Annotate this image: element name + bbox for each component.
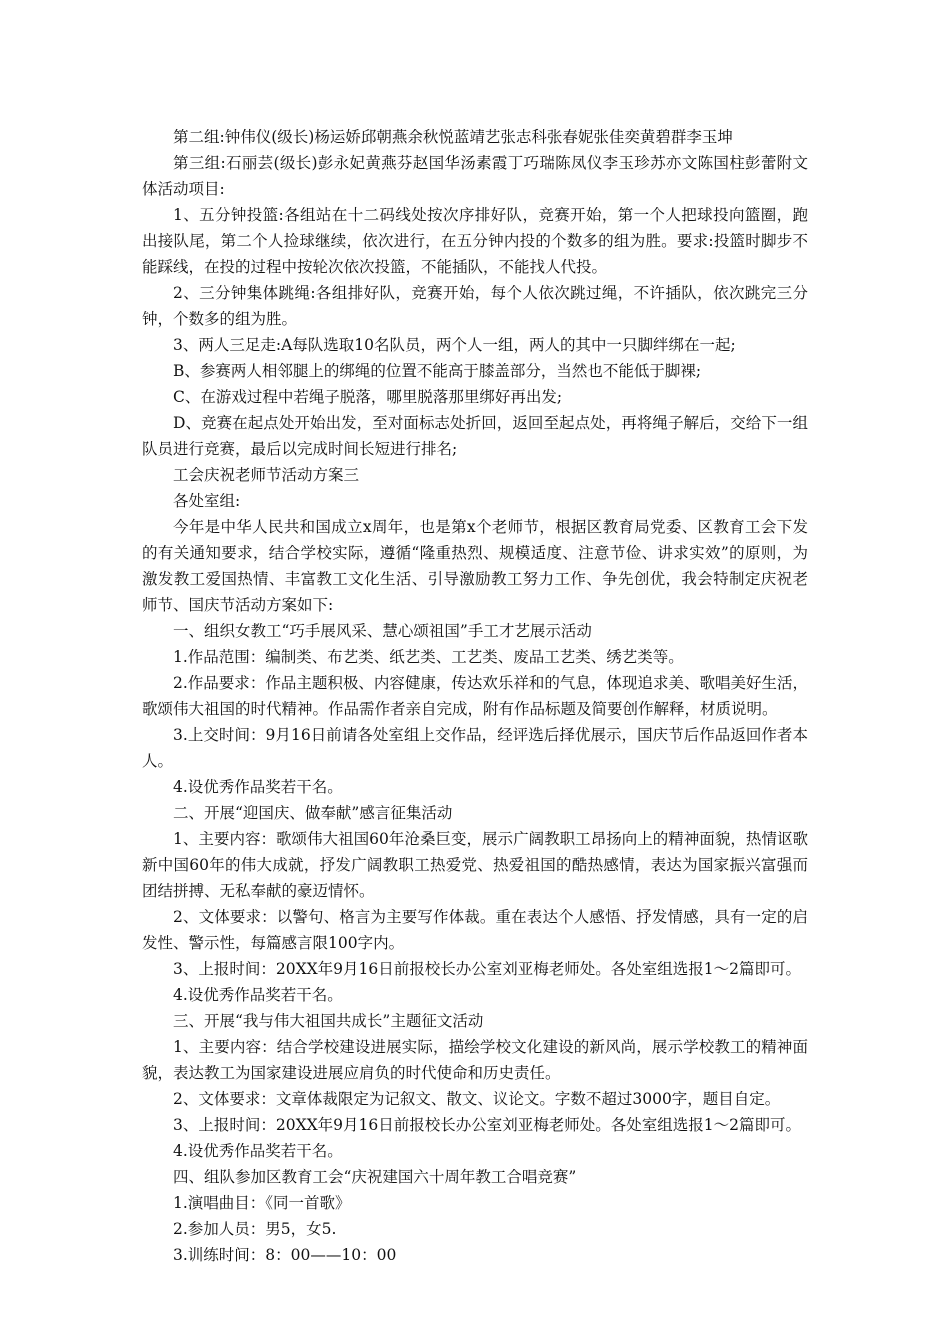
paragraph-requirements: 2.作品要求：作品主题积极、内容健康，传达欢乐祥和的气息，体现追求美、歌唱美好生活，歌颂伟大祖国的时代精神。作品需作者亲自完成，附有作品标题及简要创作解释，材质说明。 bbox=[142, 674, 808, 718]
heading-activity-four: 四、组队参加区教育工会“庆祝建国六十周年教工合唱竞赛” bbox=[173, 1168, 577, 1186]
paragraph-basketball: 1、五分钟投篮:各组站在十二码线处按次序排好队，竞赛开始，第一个人把球投向篮圈，跑出接队尾，第二个人捡球继续，依次进行，在五分钟内投的个数多的组为胜。要求:投篮时脚步不能踩线，在投的过程中按轮次依次投篮，不能插队，不能找人代投。 bbox=[142, 206, 808, 276]
paragraph-report-two: 3、上报时间：20XX年9月16日前报校长办公室刘亚梅老师处。各处室组选报1～2篇即可。 bbox=[173, 960, 801, 978]
paragraph-participants: 2.参加人员：男5，女5. bbox=[173, 1220, 337, 1238]
section-title: 工会庆祝老师节活动方案三 bbox=[173, 466, 360, 484]
heading-activity-two: 二、开展“迎国庆、做奉献”感言征集活动 bbox=[173, 804, 453, 822]
salutation: 各处室组: bbox=[173, 492, 241, 510]
paragraph-intro: 今年是中华人民共和国成立x周年，也是第x个老师节，根据区教育局党委、区教育工会下发的有关通知要求，结合学校实际，遵循“隆重热烈、规模适度、注意节俭、讲求实效”的原则，为激发教工爱国热情、丰富教工文化生活、引导激励教工努力工作、争先创优，我会特制定庆祝老师节、国庆节活动方案如下: bbox=[142, 518, 808, 614]
paragraph-training-time: 3.训练时间：8：00——10：00 bbox=[173, 1246, 397, 1264]
paragraph-three-legged-a: 3、两人三足走:A每队选取10名队员，两个人一组，两人的其中一只脚绊绑在一起; bbox=[173, 336, 736, 354]
paragraph-style-three: 2、文体要求：文章体裁限定为记叙文、散文、议论文。字数不超过3000字，题目自定。 bbox=[173, 1090, 781, 1108]
paragraph-three-legged-c: C、在游戏过程中若绳子脱落，哪里脱落那里绑好再出发; bbox=[173, 388, 563, 406]
paragraph-award-three: 4.设优秀作品奖若干名。 bbox=[173, 1142, 343, 1160]
paragraph-content-three: 1、主要内容：结合学校建设进展实际，描绘学校文化建设的新风尚，展示学校教工的精神面貌，表达教工为国家建设进展应肩负的时代使命和历史责任。 bbox=[142, 1038, 808, 1082]
paragraph-three-legged-b: B、参赛两人相邻腿上的绑绳的位置不能高于膝盖部分，当然也不能低于脚裸; bbox=[173, 362, 702, 380]
paragraph-submit-time: 3.上交时间：9月16日前请各处室组上交作品，经评选后择优展示，国庆节后作品返回作者本人。 bbox=[142, 726, 808, 770]
paragraph-award-two: 4.设优秀作品奖若干名。 bbox=[173, 986, 343, 1004]
paragraph-group-three: 第三组:石丽芸(级长)彭永妃黄燕芬赵国华汤素霞丁巧瑞陈凤仪李玉珍苏亦文陈国柱彭蕾附文体活动项目: bbox=[142, 154, 808, 198]
paragraph-content-two: 1、主要内容：歌颂伟大祖国60年沧桑巨变，展示广阔教职工昂扬向上的精神面貌，热情讴歌新中国60年的伟大成就，抒发广阔教职工热爱党、热爱祖国的酷热感情，表达为国家振兴富强而团结拼搏、无私奉献的豪迈情怀。 bbox=[142, 830, 808, 900]
paragraph-style-two: 2、文体要求：以警句、格言为主要写作体裁。重在表达个人感悟、抒发情感，具有一定的启发性、警示性，每篇感言限100字内。 bbox=[142, 908, 808, 952]
paragraph-three-legged-d: D、竞赛在起点处开始出发，至对面标志处折回，返回至起点处，再将绳子解后，交给下一组队员进行竞赛，最后以完成时间长短进行排名; bbox=[142, 414, 808, 458]
heading-activity-one: 一、组织女教工“巧手展风采、慧心颂祖国”手工才艺展示活动 bbox=[173, 622, 592, 640]
paragraph-song: 1.演唱曲目：《同一首歌》 bbox=[173, 1194, 351, 1212]
paragraph-award-one: 4.设优秀作品奖若干名。 bbox=[173, 778, 343, 796]
paragraph-jump-rope: 2、三分钟集体跳绳:各组排好队，竞赛开始，每个人依次跳过绳，不许插队，依次跳完三分钟，个数多的组为胜。 bbox=[142, 284, 808, 328]
paragraph-group-two: 第二组:钟伟仪(级长)杨运娇邱朝燕余秋悦蓝靖艺张志科张春妮张佳奕黄碧群李玉坤 bbox=[173, 128, 733, 146]
paragraph-report-three: 3、上报时间：20XX年9月16日前报校长办公室刘亚梅老师处。各处室组选报1～2篇即可。 bbox=[173, 1116, 801, 1134]
paragraph-scope: 1.作品范围：编制类、布艺类、纸艺类、工艺类、废品工艺类、绣艺类等。 bbox=[173, 648, 684, 666]
heading-activity-three: 三、开展“我与伟大祖国共成长”主题征文活动 bbox=[173, 1012, 484, 1030]
document-body bbox=[142, 124, 808, 1268]
